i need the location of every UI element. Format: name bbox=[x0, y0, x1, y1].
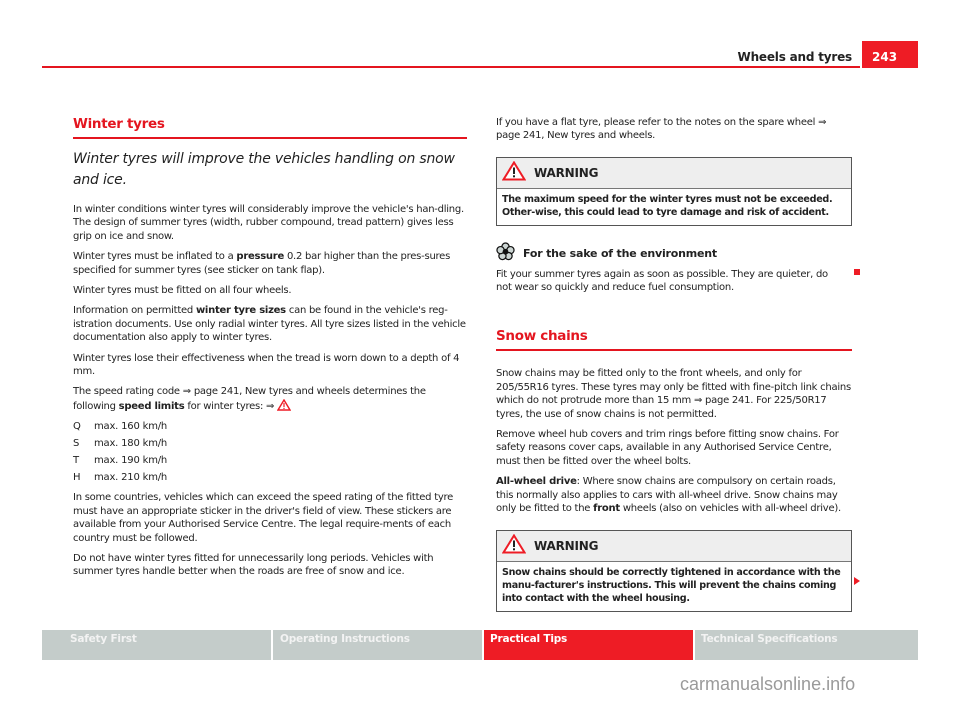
paragraph: Snow chains may be fitted only to the front wheels, and only for 205/55R16 tyres. These tyres may only be fitted with fine-pitch link chains which do not protrude more than 15 mm ⇒ page 241. For 225/50R17 tyres, the use of snow chains is not permitted. bbox=[496, 368, 851, 420]
warning-header bbox=[497, 158, 851, 189]
warning-triangle-icon bbox=[502, 161, 526, 185]
paragraph: Remove wheel hub covers and trim rings before fitting snow chains. For safety reasons cover caps, available in any Authorised Service Centre, must then be fitted over the wheel bolts. bbox=[496, 429, 839, 467]
warning-label: WARNING bbox=[534, 538, 599, 553]
list-item: Q max. 160 km/h bbox=[73, 421, 168, 433]
paragraph: Winter tyres lose their effectiveness when the tread is worn down to a depth of 4 mm. bbox=[73, 352, 460, 378]
continue-arrow-icon bbox=[854, 577, 860, 585]
speed-limit-list bbox=[73, 421, 467, 489]
paragraph: Winter tyres must be fitted on all four wheels. bbox=[73, 285, 292, 297]
tab-practical-tips[interactable]: Practical Tips bbox=[484, 630, 693, 660]
header-rule bbox=[42, 66, 860, 68]
running-header-title: Wheels and tyres bbox=[737, 50, 852, 64]
paragraph-sizes: Information on permitted winter tyre sizes can be found in the vehicle's reg-istration documents. Use only radial winter tyres. All tyre sizes listed in the vehicle documentation also apply to winter tyres. bbox=[73, 305, 466, 344]
environment-note-title: For the sake of the environment bbox=[523, 246, 717, 260]
section-end-marker bbox=[854, 269, 860, 275]
paragraph-flat-tyre: If you have a flat tyre, please refer to the notes on the spare wheel ⇒ page 241, New tyres and wheels. bbox=[496, 117, 827, 142]
page-number: 243 bbox=[862, 41, 918, 68]
tab-operating-instructions[interactable]: Operating Instructions bbox=[273, 630, 482, 660]
warning-icon[interactable] bbox=[277, 399, 291, 415]
section-title-winter-tyres: Winter tyres bbox=[73, 116, 467, 139]
environment-note-header bbox=[496, 242, 852, 265]
warning-header bbox=[497, 531, 851, 562]
paragraph: Do not have winter tyres fitted for unnecessarily long periods. Vehicles with summer tyres handle better when the roads are free of snow and ice. bbox=[73, 552, 434, 578]
list-item: H max. 210 km/h bbox=[73, 472, 168, 484]
paragraph: In winter conditions winter tyres will considerably improve the vehicle's han-dling. The design of summer tyres (width, rubber compound, tread pattern) gives less grip on ice and snow. bbox=[73, 204, 464, 242]
right-column bbox=[496, 116, 852, 612]
warning-triangle-icon bbox=[502, 534, 526, 558]
section-subtitle: Winter tyres will improve the vehicles handling on snow and ice. bbox=[73, 151, 455, 188]
paragraph-pressure: Winter tyres must be inflated to a pressure 0.2 bar higher than the pres-sures specified for summer tyres (see sticker on tank flap). bbox=[73, 251, 451, 276]
flower-environment-icon bbox=[496, 242, 515, 265]
warning-text: Snow chains should be correctly tightened in accordance with the manu-facturer's instructions. This will prevent the chains coming into contact with the wheel housing. bbox=[502, 566, 841, 605]
list-item: T max. 190 km/h bbox=[73, 455, 168, 467]
tab-technical-specifications[interactable]: Technical Specifications bbox=[695, 630, 918, 660]
environment-note-text: Fit your summer tyres again as soon as possible. They are quieter, do not wear so quickly and reduce fuel consumption. bbox=[496, 268, 828, 294]
warning-label: WARNING bbox=[534, 165, 599, 180]
warning-text: The maximum speed for the winter tyres must not be exceeded. Other-wise, this could lead to tyre damage and risk of accident. bbox=[502, 193, 833, 219]
left-column bbox=[73, 116, 467, 579]
watermark: carmanualsonline.info bbox=[680, 674, 856, 694]
warning-box-speed bbox=[496, 157, 852, 226]
paragraph: In some countries, vehicles which can exceed the speed rating of the fitted tyre must have an appropriate sticker in the driver's field of view. These stickers are available from your Authorised Service Centre. The legal require-ments of each country must be followed. bbox=[73, 492, 454, 544]
paragraph-all-wheel-drive: All-wheel drive: Where snow chains are compulsory on certain roads, this normally also applies to cars with all-wheel drive. Snow chains may only be fitted to the front wheels (also on vehicles with all-wheel drive). bbox=[496, 476, 841, 515]
section-title-snow-chains: Snow chains bbox=[496, 328, 852, 351]
chapter-tabs bbox=[42, 630, 918, 660]
list-item: S max. 180 km/h bbox=[73, 438, 168, 450]
tab-safety-first[interactable]: Safety First bbox=[42, 630, 271, 660]
paragraph-speed-rating: The speed rating code ⇒ page 241, New tyres and wheels determines the following speed limits for winter tyres: ⇒ bbox=[73, 385, 467, 415]
warning-box-snow-chains bbox=[496, 530, 852, 612]
